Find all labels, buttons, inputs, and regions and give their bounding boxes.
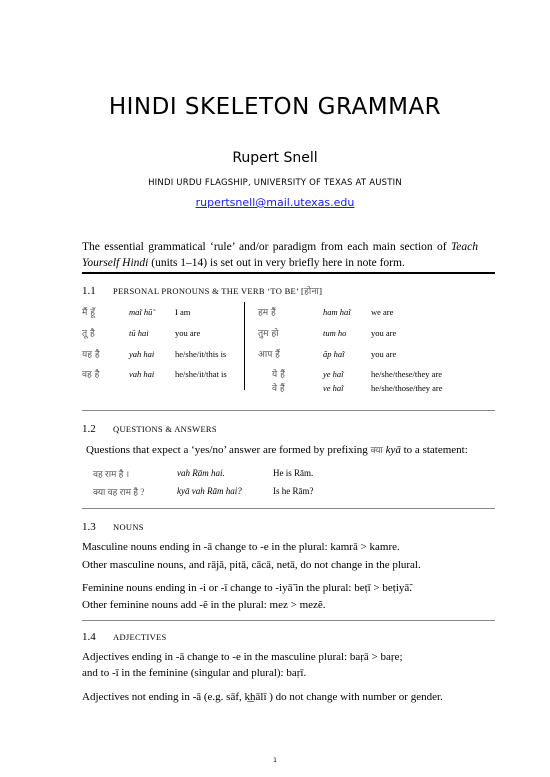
document-title: HINDI SKELETON GRAMMAR — [108, 94, 442, 120]
example-translit: kyā vah Rām hai? — [177, 486, 242, 496]
pronoun-hindi: तू है — [82, 329, 95, 339]
pronoun-translit: ve haĩ — [323, 383, 344, 393]
affiliation: HINDI URDU FLAGSHIP, UNIVERSITY OF TEXAS AT AUSTIN — [148, 178, 402, 188]
intro-book-title: Teach Yourself Hindi — [82, 241, 478, 269]
section-heading-1-4 — [82, 627, 167, 645]
adjective-rule-line: Adjectives ending in -ā change to -e in the masculine plural: baṛā > baṛe; — [82, 651, 403, 663]
section-number: 1.4 — [82, 631, 96, 643]
intro-text-before: The essential grammatical ‘rule’ and/or paradigm from each main section of — [82, 241, 451, 253]
pronoun-hindi: ये हैं — [272, 370, 285, 380]
pronoun-translit: maĩ hū̃ — [129, 307, 153, 317]
questions-rule: Questions that expect a ‘yes/no’ answer are formed by prefixing क्या kyā to a statement: — [86, 444, 468, 456]
example-english: He is Rām. — [273, 468, 314, 478]
pronoun-english: he/she/those/they are — [371, 383, 443, 393]
section-title: ADJECTIVES — [113, 632, 167, 642]
pronoun-translit: tum ho — [323, 328, 347, 338]
section-number: 1.1 — [82, 285, 96, 297]
page-number: 1 — [273, 757, 277, 764]
pronoun-hindi: आप हैं — [258, 350, 280, 360]
pronoun-english: he/she/these/they are — [371, 369, 443, 379]
pronoun-english: you are — [371, 349, 397, 359]
section-divider — [82, 620, 495, 621]
section-heading-1-1 — [82, 281, 322, 299]
author-name: Rupert Snell — [232, 150, 318, 166]
pronoun-translit: ham haĩ — [323, 307, 351, 317]
example-hindi: क्या वह राम है ? — [93, 487, 145, 497]
noun-rule-line: Feminine nouns ending in -i or -ī change to -iyā̃ in the plural: beṭī > beṭiyā̃. — [82, 582, 413, 594]
example-english: Is he Rām? — [273, 486, 314, 496]
pronoun-english: you are — [175, 328, 201, 338]
pronoun-hindi: वे हैं — [272, 384, 285, 394]
section-divider — [82, 508, 495, 509]
adjective-rule-line: Adjectives not ending in -ā (e.g. sāf, k͟hālī ) do not change with number or gender. — [82, 691, 443, 703]
intro-paragraph — [82, 239, 478, 271]
pronoun-translit: yah hai — [129, 349, 155, 359]
pronoun-translit: āp haĩ — [323, 349, 345, 359]
section-title: NOUNS — [113, 522, 144, 532]
noun-rule-line: Other masculine nouns, and rājā, pitā, cācā, netā, do not change in the plural. — [82, 559, 421, 571]
section-title: PERSONAL PRONOUNS & THE VERB ‘TO BE’ [होना] — [113, 286, 323, 297]
section-heading-1-3 — [82, 517, 144, 535]
pronoun-hindi: मैं हूँ — [82, 308, 96, 318]
noun-rule-line: Other feminine nouns add -ẽ in the plural: mez > mezẽ. — [82, 599, 326, 611]
pronoun-hindi: यह है — [82, 350, 100, 360]
pronoun-hindi: तुम हो — [258, 329, 279, 339]
example-translit: vah Rām hai. — [177, 468, 225, 478]
pronoun-english: he/she/it/this is — [175, 349, 227, 359]
pronoun-translit: tū hai — [129, 328, 149, 338]
section-title: QUESTIONS & ANSWERS — [113, 424, 217, 434]
intro-text-after: (units 1–14) is set out in very briefly here in note form. — [148, 257, 405, 269]
pronoun-hindi: वह है — [82, 370, 100, 380]
section-divider — [82, 272, 495, 274]
section-number: 1.3 — [82, 521, 96, 533]
pronoun-english: we are — [371, 307, 394, 317]
noun-rule-line: Masculine nouns ending in -ā change to -e in the plural: kamrā > kamre. — [82, 541, 400, 553]
pronoun-english: I am — [175, 307, 191, 317]
pronoun-english: you are — [371, 328, 397, 338]
example-hindi: वह राम है । — [93, 469, 130, 479]
pronoun-translit: ye haĩ — [323, 369, 344, 379]
adjective-rule-line: and to -ī in the feminine (singular and plural): baṛī. — [82, 667, 307, 679]
section-divider — [82, 410, 495, 411]
section-number: 1.2 — [82, 423, 96, 435]
pronoun-table-divider — [244, 302, 245, 390]
pronoun-translit: vah hai — [129, 369, 155, 379]
section-heading-1-2 — [82, 419, 217, 437]
pronoun-hindi: हम हैं — [258, 308, 276, 318]
author-email-link[interactable]: rupertsnell@mail.utexas.edu — [195, 196, 355, 209]
pronoun-english: he/she/it/that is — [175, 369, 227, 379]
